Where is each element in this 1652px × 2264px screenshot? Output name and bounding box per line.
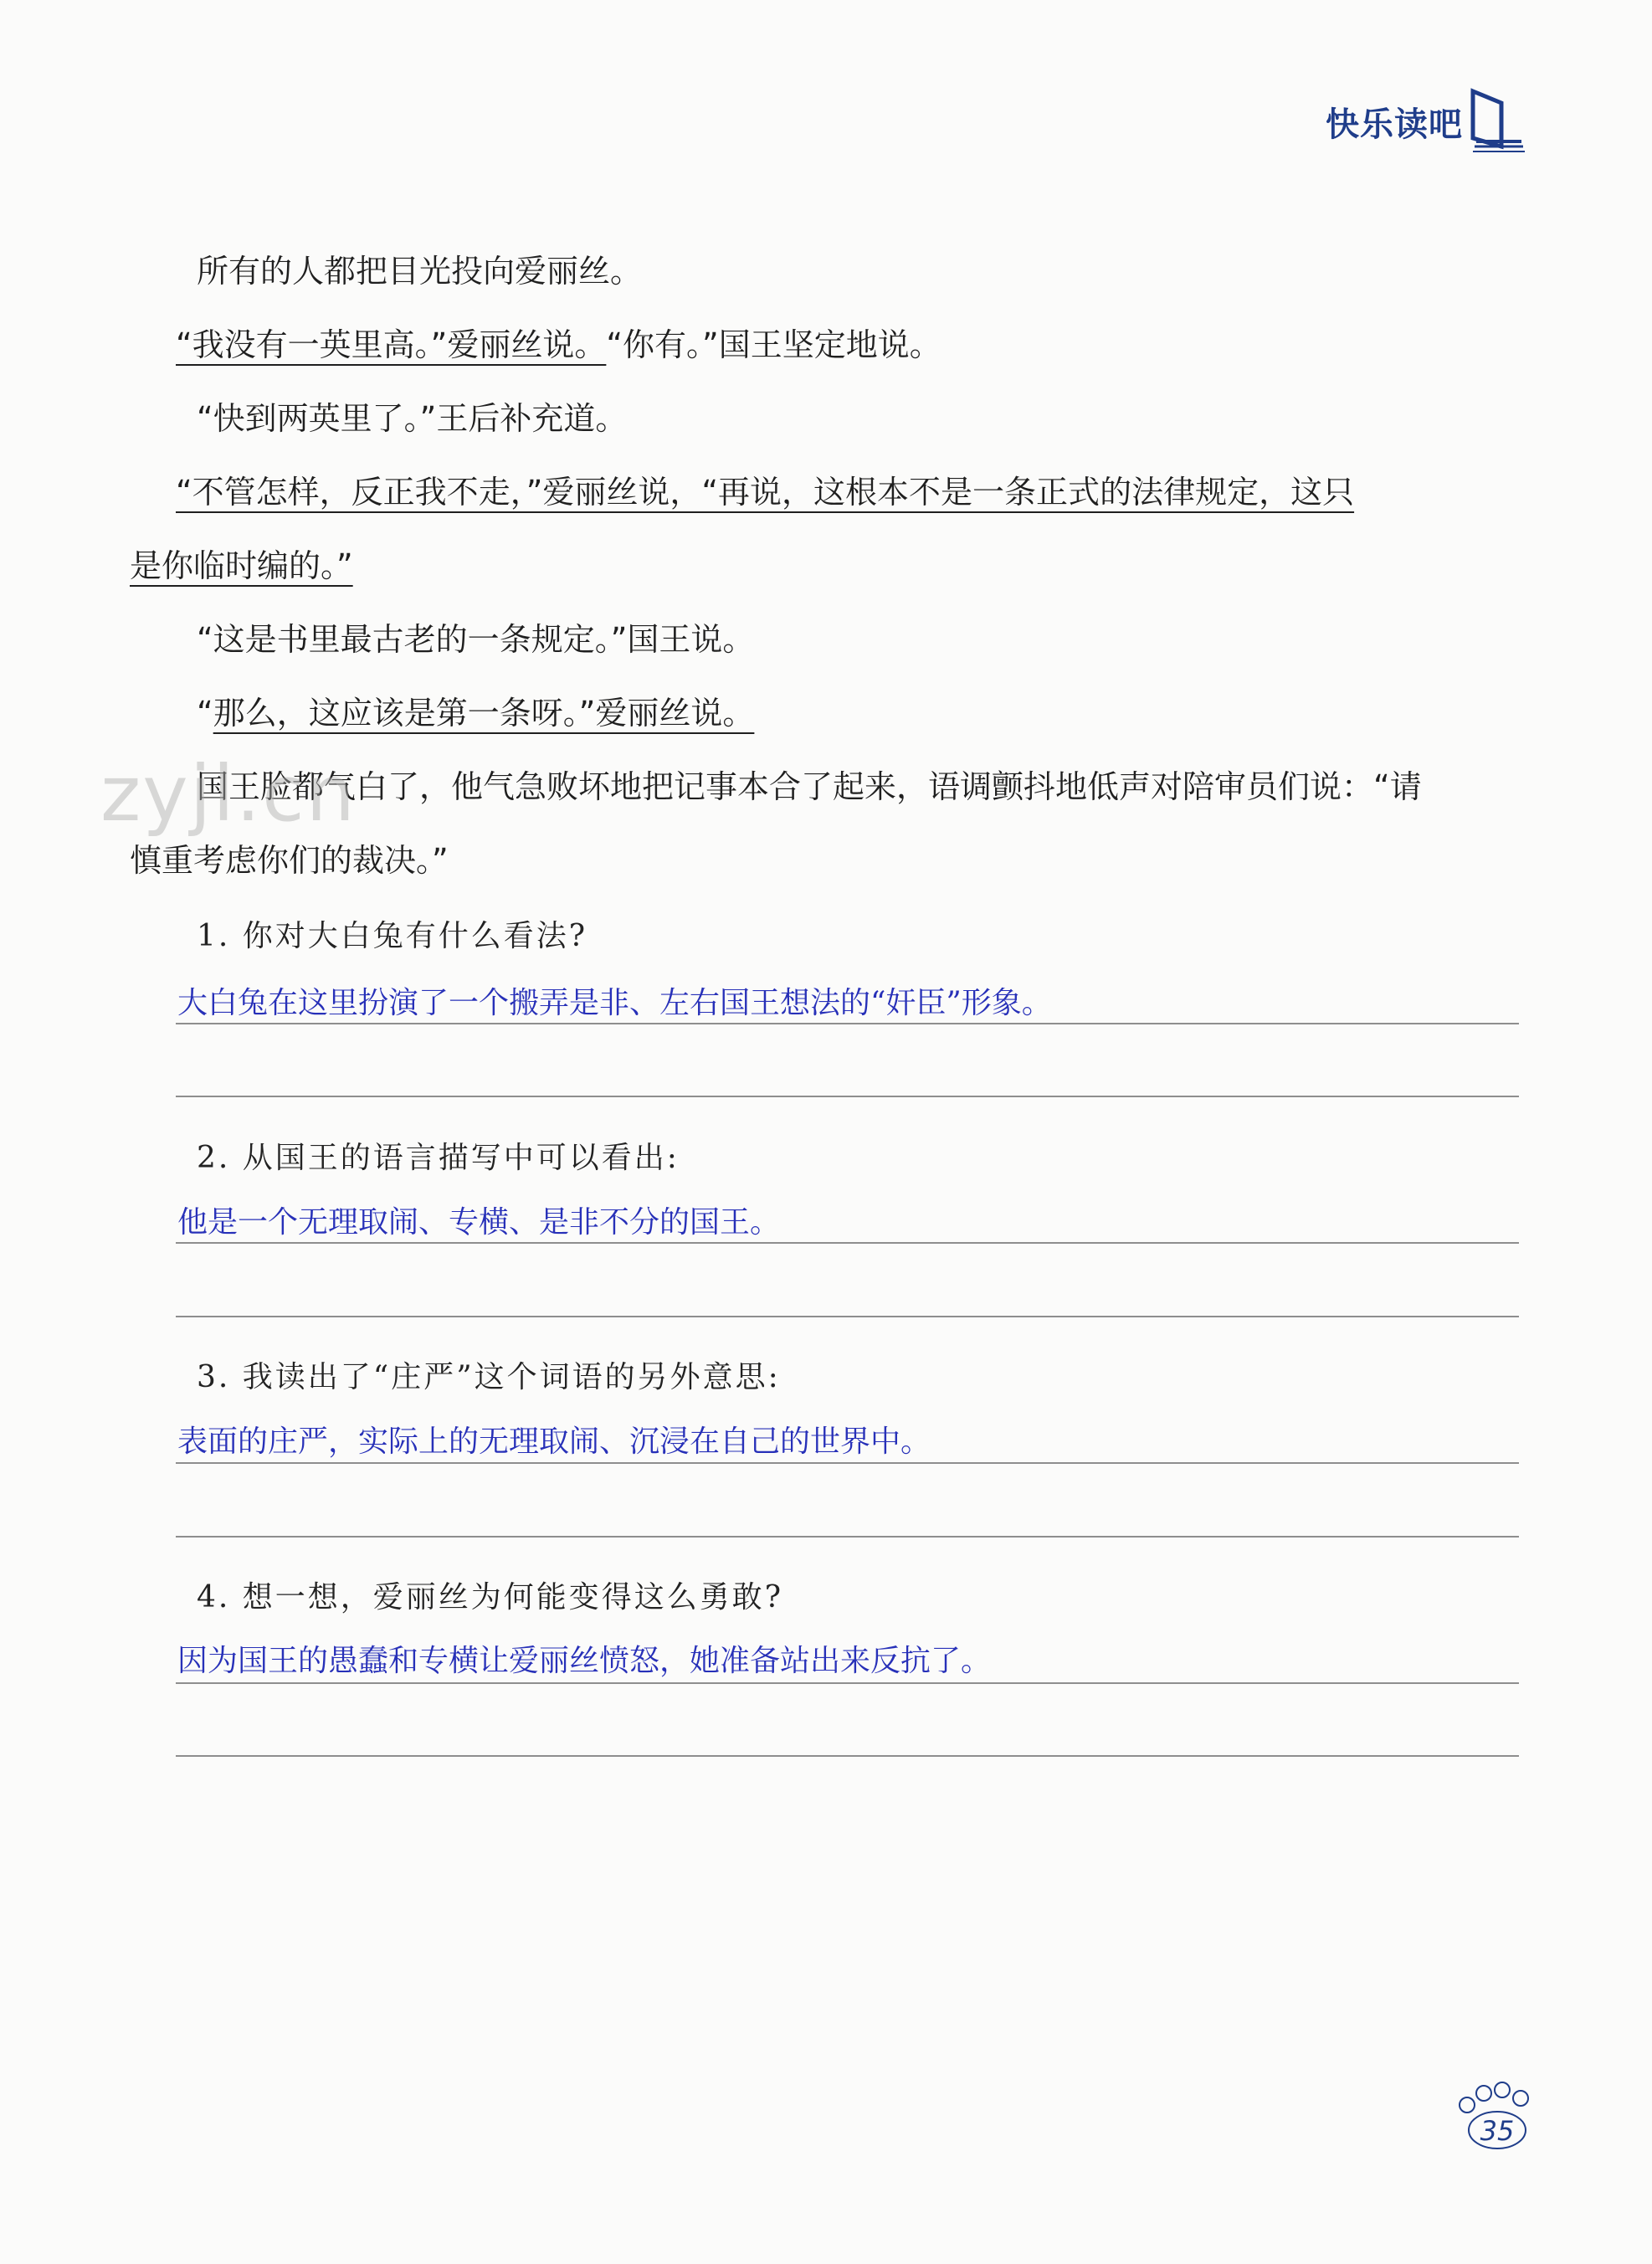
question-3: 3. 我读出了“庄严”这个词语的另外意思:	[197, 1360, 781, 1394]
underlined-quote: “我没有一英里高。”爱丽丝说。	[176, 326, 607, 363]
paragraph-6	[130, 676, 1536, 750]
answer-line	[176, 1096, 1519, 1097]
open-book-icon	[1468, 88, 1526, 155]
paragraph-text: “这是书里最古老的一条规定。”国王说。	[197, 621, 755, 658]
answer-line	[176, 1755, 1519, 1757]
paragraph-4-line-2	[130, 529, 1536, 603]
answer-line	[176, 1316, 1519, 1317]
paragraph-text: 所有的人都把目光投向爱丽丝。	[197, 253, 643, 290]
question-2: 2. 从国王的语言描写中可以看出:	[197, 1141, 680, 1175]
paragraph-text: “	[197, 695, 213, 732]
paragraph-text: “快到两英里了。”王后补充道。	[197, 400, 628, 437]
paragraph-3	[130, 382, 1536, 455]
paragraph-2	[130, 308, 1582, 382]
question-1: 1. 你对大白兔有什么看法?	[197, 919, 588, 953]
watermark: zyjl.cn	[100, 749, 357, 839]
answer-2: 他是一个无理取闹、专横、是非不分的国王。	[177, 1205, 781, 1240]
answer-4: 因为国王的愚蠢和专横让爱丽丝愤怒，她准备站出来反抗了。	[177, 1644, 992, 1678]
paragraph-text: 慎重考虑你们的裁决。”	[130, 842, 449, 879]
paragraph-4-line-1	[130, 455, 1582, 529]
answer-line	[176, 1242, 1519, 1244]
paragraph-text: “你有。”国王坚定地说。	[606, 326, 941, 363]
question-4: 4. 想一想，爱丽丝为何能变得这么勇敢?	[197, 1580, 784, 1615]
answer-3: 表面的庄严，实际上的无理取闹、沉浸在自己的世界中。	[177, 1425, 931, 1459]
underlined-quote: 那么，这应该是第一条呀。”爱丽丝说。	[213, 695, 755, 732]
section-header	[1326, 88, 1526, 155]
answer-line	[176, 1023, 1519, 1024]
paragraph-text: 国王脸都气白了，他气急败坏地把记事本合了起来，语调颤抖地低声对陪审员们说：“请	[197, 768, 1422, 805]
section-title: 快乐读吧	[1326, 105, 1463, 144]
paragraph-1	[130, 234, 1536, 308]
underlined-quote: “不管怎样，反正我不走，”爱丽丝说，“再说，这根本不是一条正式的法律规定，这只	[176, 474, 1355, 511]
underlined-quote: 是你临时编的。”	[130, 547, 353, 584]
answer-line	[176, 1682, 1519, 1684]
answer-line	[176, 1462, 1519, 1464]
paragraph-5	[130, 603, 1536, 676]
page-number: 35	[1480, 2115, 1515, 2147]
answer-1: 大白兔在这里扮演了一个搬弄是非、左右国王想法的“奸臣”形象。	[177, 986, 1052, 1020]
answer-line	[176, 1536, 1519, 1538]
page-number-badge	[1452, 2080, 1536, 2155]
